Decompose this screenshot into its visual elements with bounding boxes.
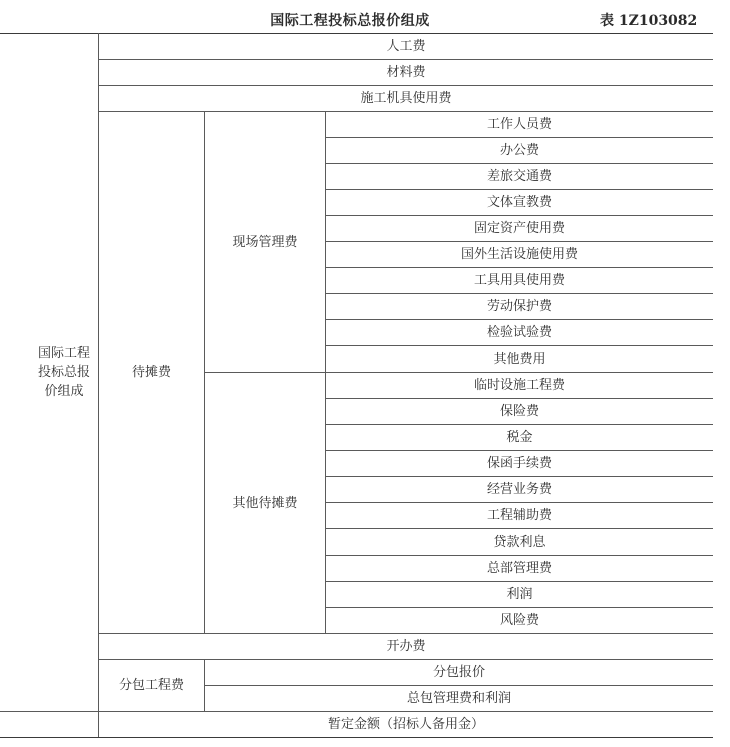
list-item: 国外生活设施使用费 <box>460 247 578 262</box>
site-management-label: 现场管理费 <box>232 234 298 250</box>
list-item: 税金 <box>506 430 533 445</box>
list-item: 工具用具使用费 <box>473 273 565 288</box>
direct-item-material: 材料费 <box>386 65 426 80</box>
amortized-label: 待摊费 <box>131 365 171 380</box>
list-item: 办公费 <box>499 143 539 158</box>
root-label: 国际工程投标总报价组成 <box>37 346 90 399</box>
list-item: 保险费 <box>499 404 539 419</box>
list-item: 差旅交通费 <box>486 169 552 184</box>
list-item: 经营业务费 <box>486 482 552 497</box>
direct-item-machinery: 施工机具使用费 <box>360 91 452 106</box>
list-item: 贷款利息 <box>493 534 546 550</box>
subcontract-item: 总包管理费和利润 <box>406 691 511 706</box>
list-item: 固定资产使用费 <box>473 221 565 236</box>
list-item: 保函手续费 <box>486 456 552 471</box>
table-number: 表 1Z103082 <box>600 13 698 29</box>
list-item: 工作人员费 <box>486 117 552 132</box>
table-title: 国际工程投标总报价组成 <box>270 13 430 29</box>
startup-fee: 开办费 <box>386 639 426 654</box>
list-item: 其他费用 <box>493 351 546 367</box>
subcontract-label: 分包工程费 <box>118 678 184 693</box>
other-amortized-label: 其他待摊费 <box>232 495 298 511</box>
list-item: 利润 <box>506 587 533 602</box>
bottom-rule <box>0 737 713 738</box>
list-item: 劳动保护费 <box>486 299 552 314</box>
list-item: 总部管理费 <box>486 561 552 576</box>
list-item: 检验试验费 <box>486 325 552 340</box>
list-item: 工程辅助费 <box>486 508 552 523</box>
list-item: 文体宣教费 <box>486 195 552 210</box>
list-item: 风险费 <box>499 613 539 628</box>
direct-item-labor: 人工费 <box>386 39 426 54</box>
provisional-sum: 暂定金额（招标人备用金） <box>327 717 484 732</box>
subcontract-item: 分包报价 <box>432 665 485 680</box>
list-item: 临时设施工程费 <box>473 378 565 393</box>
